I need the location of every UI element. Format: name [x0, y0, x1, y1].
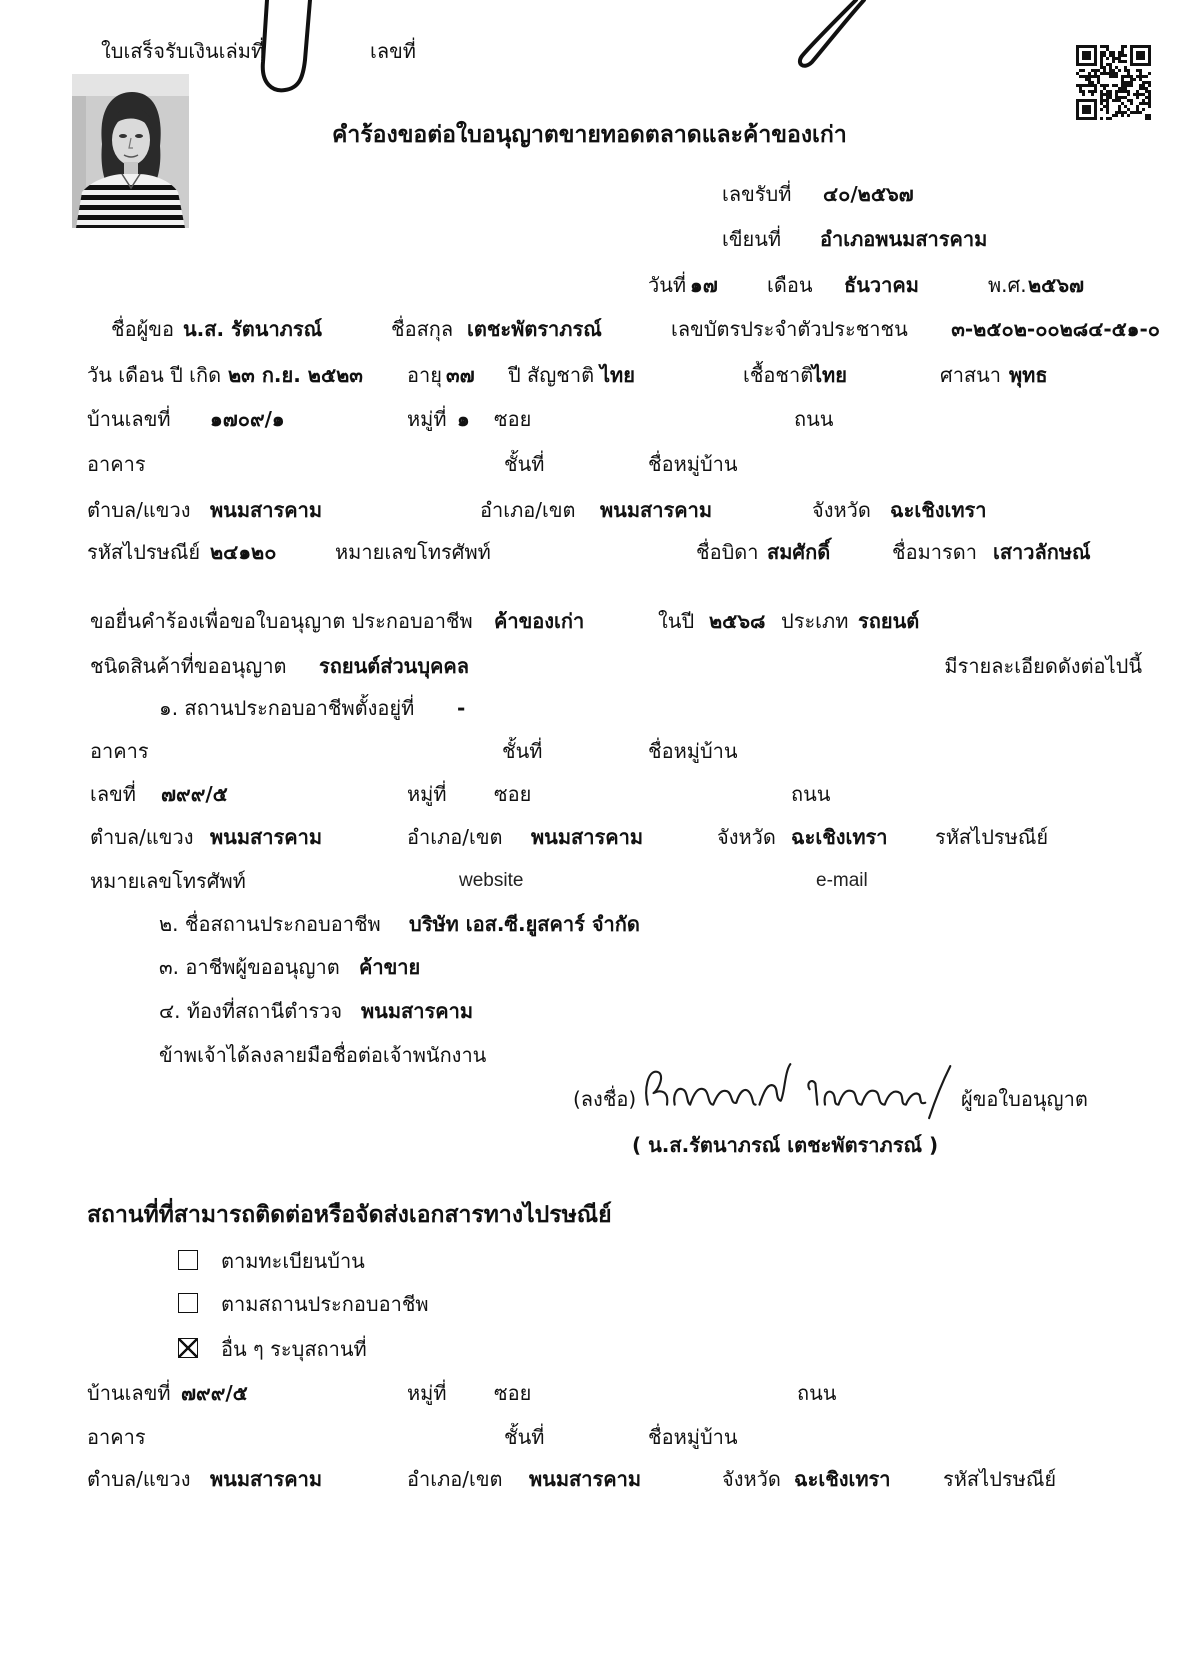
contact-district-label: อำเภอ/เขต	[407, 1467, 503, 1491]
business-name-value: บริษัท เอส.ซี.ยูสคาร์ จำกัด	[409, 912, 640, 936]
business-location-label: ๑. สถานประกอบอาชีพตั้งอยู่ที่	[159, 696, 415, 720]
contact-village-label: ชื่อหมู่บ้าน	[648, 1425, 738, 1449]
checkbox-business-location[interactable]	[178, 1293, 198, 1313]
receipt-number-label: เลขที่	[370, 39, 416, 63]
goods-value: รถยนต์ส่วนบุคคล	[319, 654, 470, 678]
home-village-label: ชื่อหมู่บ้าน	[648, 452, 738, 476]
contact-option-label: ตามสถานประกอบอาชีพ	[221, 1292, 429, 1316]
date-year-value: ๒๕๖๗	[1028, 273, 1085, 297]
applicant-occupation-value: ค้าขาย	[359, 955, 421, 979]
declaration-text: ข้าพเจ้าได้ลงลายมือชื่อต่อเจ้าพนักงาน	[159, 1043, 487, 1067]
religion-value: พุทธ	[1009, 363, 1048, 387]
age-label: อายุ	[407, 363, 442, 387]
business-website-label: website	[459, 870, 524, 891]
receipt-book-label: ใบเสร็จรับเงินเล่มที่	[101, 39, 265, 63]
contact-district-value: พนมสารคาม	[529, 1467, 642, 1491]
qr-code	[1076, 45, 1151, 120]
home-subdistrict-value: พนมสารคาม	[210, 498, 323, 522]
signer-printed-name: ( น.ส.รัตนาภรณ์ เตชะพัตราภรณ์ )	[632, 1133, 939, 1157]
home-phone-label: หมายเลขโทรศัพท์	[335, 540, 491, 564]
home-district-label: อำเภอ/เขต	[480, 498, 576, 522]
contact-road-label: ถนน	[797, 1381, 837, 1405]
signer-role: ผู้ขอใบอนุญาต	[961, 1087, 1088, 1111]
police-station-value: พนมสารคาม	[361, 999, 474, 1023]
business-email-label: e-mail	[816, 870, 868, 891]
mother-name-value: เสาวลักษณ์	[993, 540, 1091, 564]
home-house-no-value: ๑๗๐๙/๑	[210, 407, 285, 431]
business-floor-label: ชั้นที่	[502, 739, 543, 763]
contact-moo-label: หมู่ที่	[407, 1381, 447, 1405]
date-year-label: พ.ศ.	[988, 273, 1027, 297]
home-house-no-label: บ้านเลขที่	[87, 407, 171, 431]
home-moo-value: ๑	[457, 407, 470, 431]
request-occupation-value: ค้าของเก่า	[494, 609, 585, 633]
business-village-label: ชื่อหมู่บ้าน	[648, 739, 738, 763]
applicant-surname-label: ชื่อสกุล	[391, 317, 454, 341]
applicant-name-value: น.ส. รัตนาภรณ์	[183, 317, 323, 341]
request-year-value: ๒๕๖๘	[709, 609, 766, 633]
handwritten-signature	[640, 1060, 958, 1130]
age-value: ๓๗	[446, 363, 475, 387]
business-number-value: ๗๙๙/๕	[161, 782, 228, 806]
request-type-value: รถยนต์	[858, 609, 920, 633]
id-card-label: เลขบัตรประจำตัวประชาชน	[671, 317, 908, 341]
form-title: คำร้องขอต่อใบอนุญาตขายทอดตลาดและค้าของเก่า	[332, 122, 847, 148]
request-year-label: ในปี	[658, 609, 695, 633]
contact-soi-label: ซอย	[494, 1381, 532, 1405]
father-name-value: สมศักดิ์	[767, 540, 831, 564]
sign-label: (ลงชื่อ)	[573, 1087, 637, 1111]
race-value: ไทย	[812, 363, 847, 387]
home-floor-label: ชั้นที่	[504, 452, 545, 476]
home-subdistrict-label: ตำบล/แขวง	[87, 498, 191, 522]
religion-label: ศาสนา	[940, 363, 1002, 387]
birth-date-value: ๒๓ ก.ย. ๒๕๒๓	[228, 363, 363, 387]
date-day-value: ๑๗	[690, 273, 718, 297]
receive-number-value: ๔๐/๒๕๖๗	[823, 182, 914, 206]
business-postcode-label: รหัสไปรษณีย์	[935, 825, 1049, 849]
business-road-label: ถนน	[791, 782, 831, 806]
request-type-label: ประเภท	[781, 609, 849, 633]
applicant-occupation-label: ๓. อาชีพผู้ขออนุญาต	[159, 955, 340, 979]
business-subdistrict-value: พนมสารคาม	[210, 825, 323, 849]
business-building-label: อาคาร	[90, 739, 149, 763]
contact-subdistrict-value: พนมสารคาม	[210, 1467, 323, 1491]
date-month-label: เดือน	[767, 273, 813, 297]
police-station-label: ๔. ท้องที่สถานีตำรวจ	[159, 999, 343, 1023]
business-location-value: -	[457, 696, 466, 720]
receive-number-label: เลขรับที่	[722, 182, 792, 206]
applicant-photo	[72, 74, 189, 228]
father-name-label: ชื่อบิดา	[696, 540, 759, 564]
home-moo-label: หมู่ที่	[407, 407, 447, 431]
business-province-label: จังหวัด	[717, 825, 776, 849]
contact-heading: สถานที่ที่สามารถติดต่อหรือจัดส่งเอกสารทางไปรษณีย์	[87, 1202, 612, 1228]
contact-house-no-label: บ้านเลขที่	[87, 1381, 171, 1405]
checkbox-house-registration[interactable]	[178, 1250, 198, 1270]
checkbox-other-location[interactable]	[178, 1338, 198, 1358]
contact-subdistrict-label: ตำบล/แขวง	[87, 1467, 191, 1491]
written-at-value: อำเภอพนมสารคาม	[820, 227, 988, 251]
birth-date-label: วัน เดือน ปี เกิด	[87, 363, 222, 387]
contact-floor-label: ชั้นที่	[504, 1425, 545, 1449]
home-province-value: ฉะเชิงเทรา	[890, 498, 987, 522]
home-building-label: อาคาร	[87, 452, 146, 476]
contact-building-label: อาคาร	[87, 1425, 146, 1449]
applicant-surname-value: เตชะพัตราภรณ์	[467, 317, 602, 341]
contact-option-label: อื่น ๆ ระบุสถานที่	[221, 1337, 367, 1361]
business-phone-label: หมายเลขโทรศัพท์	[90, 869, 246, 893]
paperclip-mark	[790, 0, 874, 72]
date-month-value: ธันวาคม	[844, 273, 919, 297]
nationality-label: ปี สัญชาติ	[508, 363, 595, 387]
business-soi-label: ซอย	[494, 782, 532, 806]
contact-postcode-label: รหัสไปรษณีย์	[943, 1467, 1057, 1491]
home-district-value: พนมสารคาม	[600, 498, 713, 522]
goods-label: ชนิดสินค้าที่ขออนุญาต	[90, 654, 287, 678]
contact-province-value: ฉะเชิงเทรา	[794, 1467, 891, 1491]
home-province-label: จังหวัด	[812, 498, 871, 522]
contact-house-no-value: ๗๙๙/๕	[181, 1381, 248, 1405]
race-label: เชื้อชาติ	[743, 363, 814, 387]
id-card-value: ๓-๒๕๐๒-๐๐๒๘๔-๕๑-๐	[951, 317, 1160, 341]
contact-province-label: จังหวัด	[722, 1467, 781, 1491]
business-subdistrict-label: ตำบล/แขวง	[90, 825, 194, 849]
nationality-value: ไทย	[600, 363, 635, 387]
mother-name-label: ชื่อมารดา	[892, 540, 977, 564]
business-district-value: พนมสารคาม	[531, 825, 644, 849]
details-intro: มีรายละเอียดดังต่อไปนี้	[944, 654, 1142, 678]
business-number-label: เลขที่	[90, 782, 136, 806]
business-moo-label: หมู่ที่	[407, 782, 447, 806]
business-name-label: ๒. ชื่อสถานประกอบอาชีพ	[159, 912, 381, 936]
home-postcode-label: รหัสไปรษณีย์	[87, 540, 201, 564]
written-at-label: เขียนที่	[722, 227, 782, 251]
home-soi-label: ซอย	[494, 407, 532, 431]
home-road-label: ถนน	[794, 407, 834, 431]
applicant-name-label: ชื่อผู้ขอ	[111, 317, 174, 341]
business-province-value: ฉะเชิงเทรา	[791, 825, 888, 849]
date-day-label: วันที่	[648, 273, 687, 297]
contact-option-label: ตามทะเบียนบ้าน	[221, 1249, 365, 1273]
home-postcode-value: ๒๔๑๒๐	[210, 540, 277, 564]
business-district-label: อำเภอ/เขต	[407, 825, 503, 849]
request-intro-label: ขอยื่นคำร้องเพื่อขอใบอนุญาต ประกอบอาชีพ	[90, 609, 473, 633]
